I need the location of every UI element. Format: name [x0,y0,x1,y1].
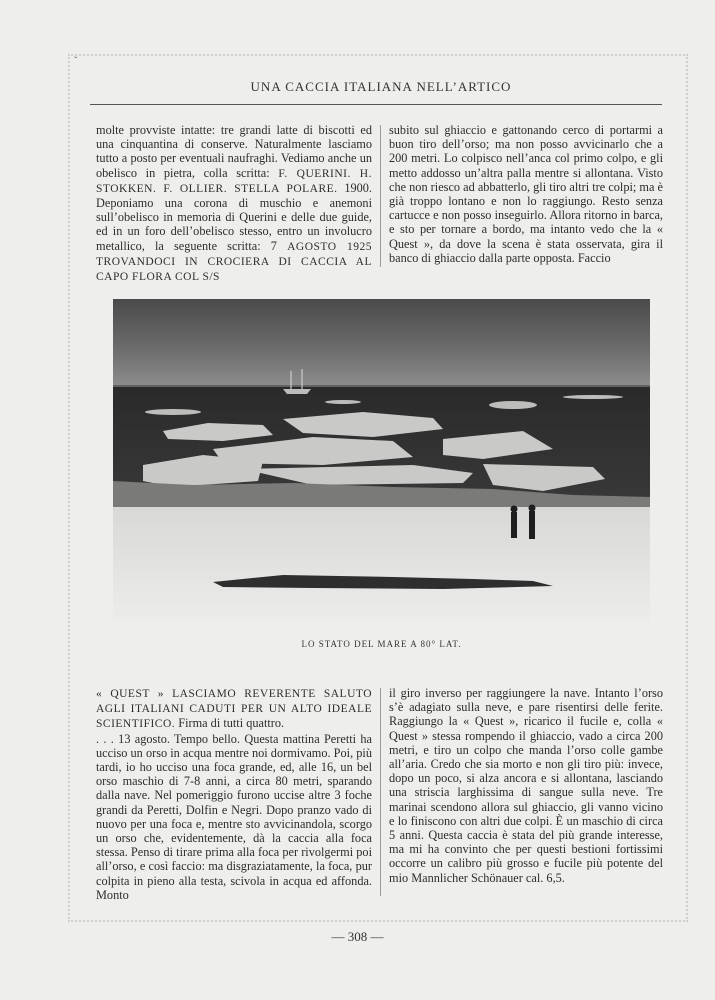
corner-mark: ˇ [74,56,78,67]
bottom-right-column: il giro inverso per raggiungere la nave. Intanto l’orso s’è adagiato sulla neve, e pare risentirsi delle ferite. Raggiungo la « Quest », ricarico il fucile e, colla « Quest » stessa rompendo il ghiaccio, vado a circa 200 metri, e tiro un colpo che manda l’orso colle gambe all’aria. Credo che sia morto e non gli tiro più: invece, dopo un poco, si alza ancora e si allontana, lasciando una striscia larghissima di sangue sulla neve. Tre marinai scendono allora sul ghiaccio, gli vanno vicino e lo finiscono con altri due colpi. È un maschio di circa 5 anni. Questa caccia è stata del più grande interesse, ma mi ha convinto che per questi bestioni fortissimi occorre un calibro più grosso e fucile più potente del mio Mannlicher Schönauer cal. 6,5. [389,686,663,885]
header-rule [90,104,662,105]
top-left-column [96,123,372,284]
page-number: — 308 — [331,929,384,944]
photo-illustration [113,299,650,622]
top-right-column: subito sul ghiaccio e gattonando cerco di portarmi a buon tiro dell’orso; ma non posso avvicinarlo che a 200 metri. Lo colpisco nell’anca col primo colpo, e gli metto addosso un’altra palla mentre si allontana. Visto che non riesco ad abbatterlo, gli tiro altri tre colpi; ma è già troppo lontano e non lo raggiungo. Resto senza cartucce e non posso inseguirlo. Allora ritorno in barca, e sto per tornare a bordo, ma intanto vedo che la « Quest », da dove la scena è stata osservata, gira il banco di ghiaccio dalla parte opposta. Faccio [389,123,663,265]
photo-caption: LO STATO DEL MARE A 80° LAT. [301,639,462,649]
column-divider [380,688,381,896]
inscription-text: F. QUERINI. H. STOKKEN. F. OLLIER. STELLA POLARE. [96,167,372,195]
running-title: UNA CACCIA ITALIANA NELL’ARTICO [250,79,512,94]
inscription-text: AGOSTO 1925 TROVANDOCI IN CROCIERA DI CACCIA AL CAPO FLORA COL S/S [96,240,372,284]
photograph-arctic-sea [113,299,650,622]
paragraph-text: molte provviste intatte: tre grandi latte di biscotti ed una cinquantina di conserve. Naturalmente lasciamo tutto a posto per eventuali naufraghi. Vediamo anche un obelisco in pietra, colla scritta: [96,123,372,180]
bottom-left-column [96,686,372,902]
paragraph-text: 1900. Deponiamo una corona di muschio e anemoni sull’obelisco in memoria di Querini e delle due guide, ed in un foro dell’obelisco stesso, entro un involucro metallico, la seguente scritta: 7 [96,180,372,253]
diary-entry: . . . 13 agosto. Tempo bello. Questa mattina Peretti ha ucciso un orso in acqua mentre noi dormivamo. Poi, più tardi, io ho ucciso una foca grande, ed, alle 16, un bel orso maschio di 7-8 anni, a circa 80 metri, sparando dalla nave. Nel pomeriggio furono uccise altre 3 foche grandi da Peretti, Dolfin e Negri. Dopo pranzo vado di nuovo per una foca e, mentre sto avvicinandola, scorgo un orso che, evidentemente, dà la caccia alla foca stessa. Penso di tirare prima alla foca per rivolgermi poi all’orso, e così faccio: ma disgraziatamente, la foca, pur colpita in pieno alla testa, scivola in acqua ed affonda. Monto [96,731,372,902]
column-divider [380,125,381,267]
inscription-text: « QUEST » LASCIAMO REVERENTE SALUTO AGLI ITALIANI CADUTI PER UN ALTO IDEALE SCIENTIFICO. [96,688,372,731]
signature-line: Firma di tutti quattro. [175,716,285,731]
